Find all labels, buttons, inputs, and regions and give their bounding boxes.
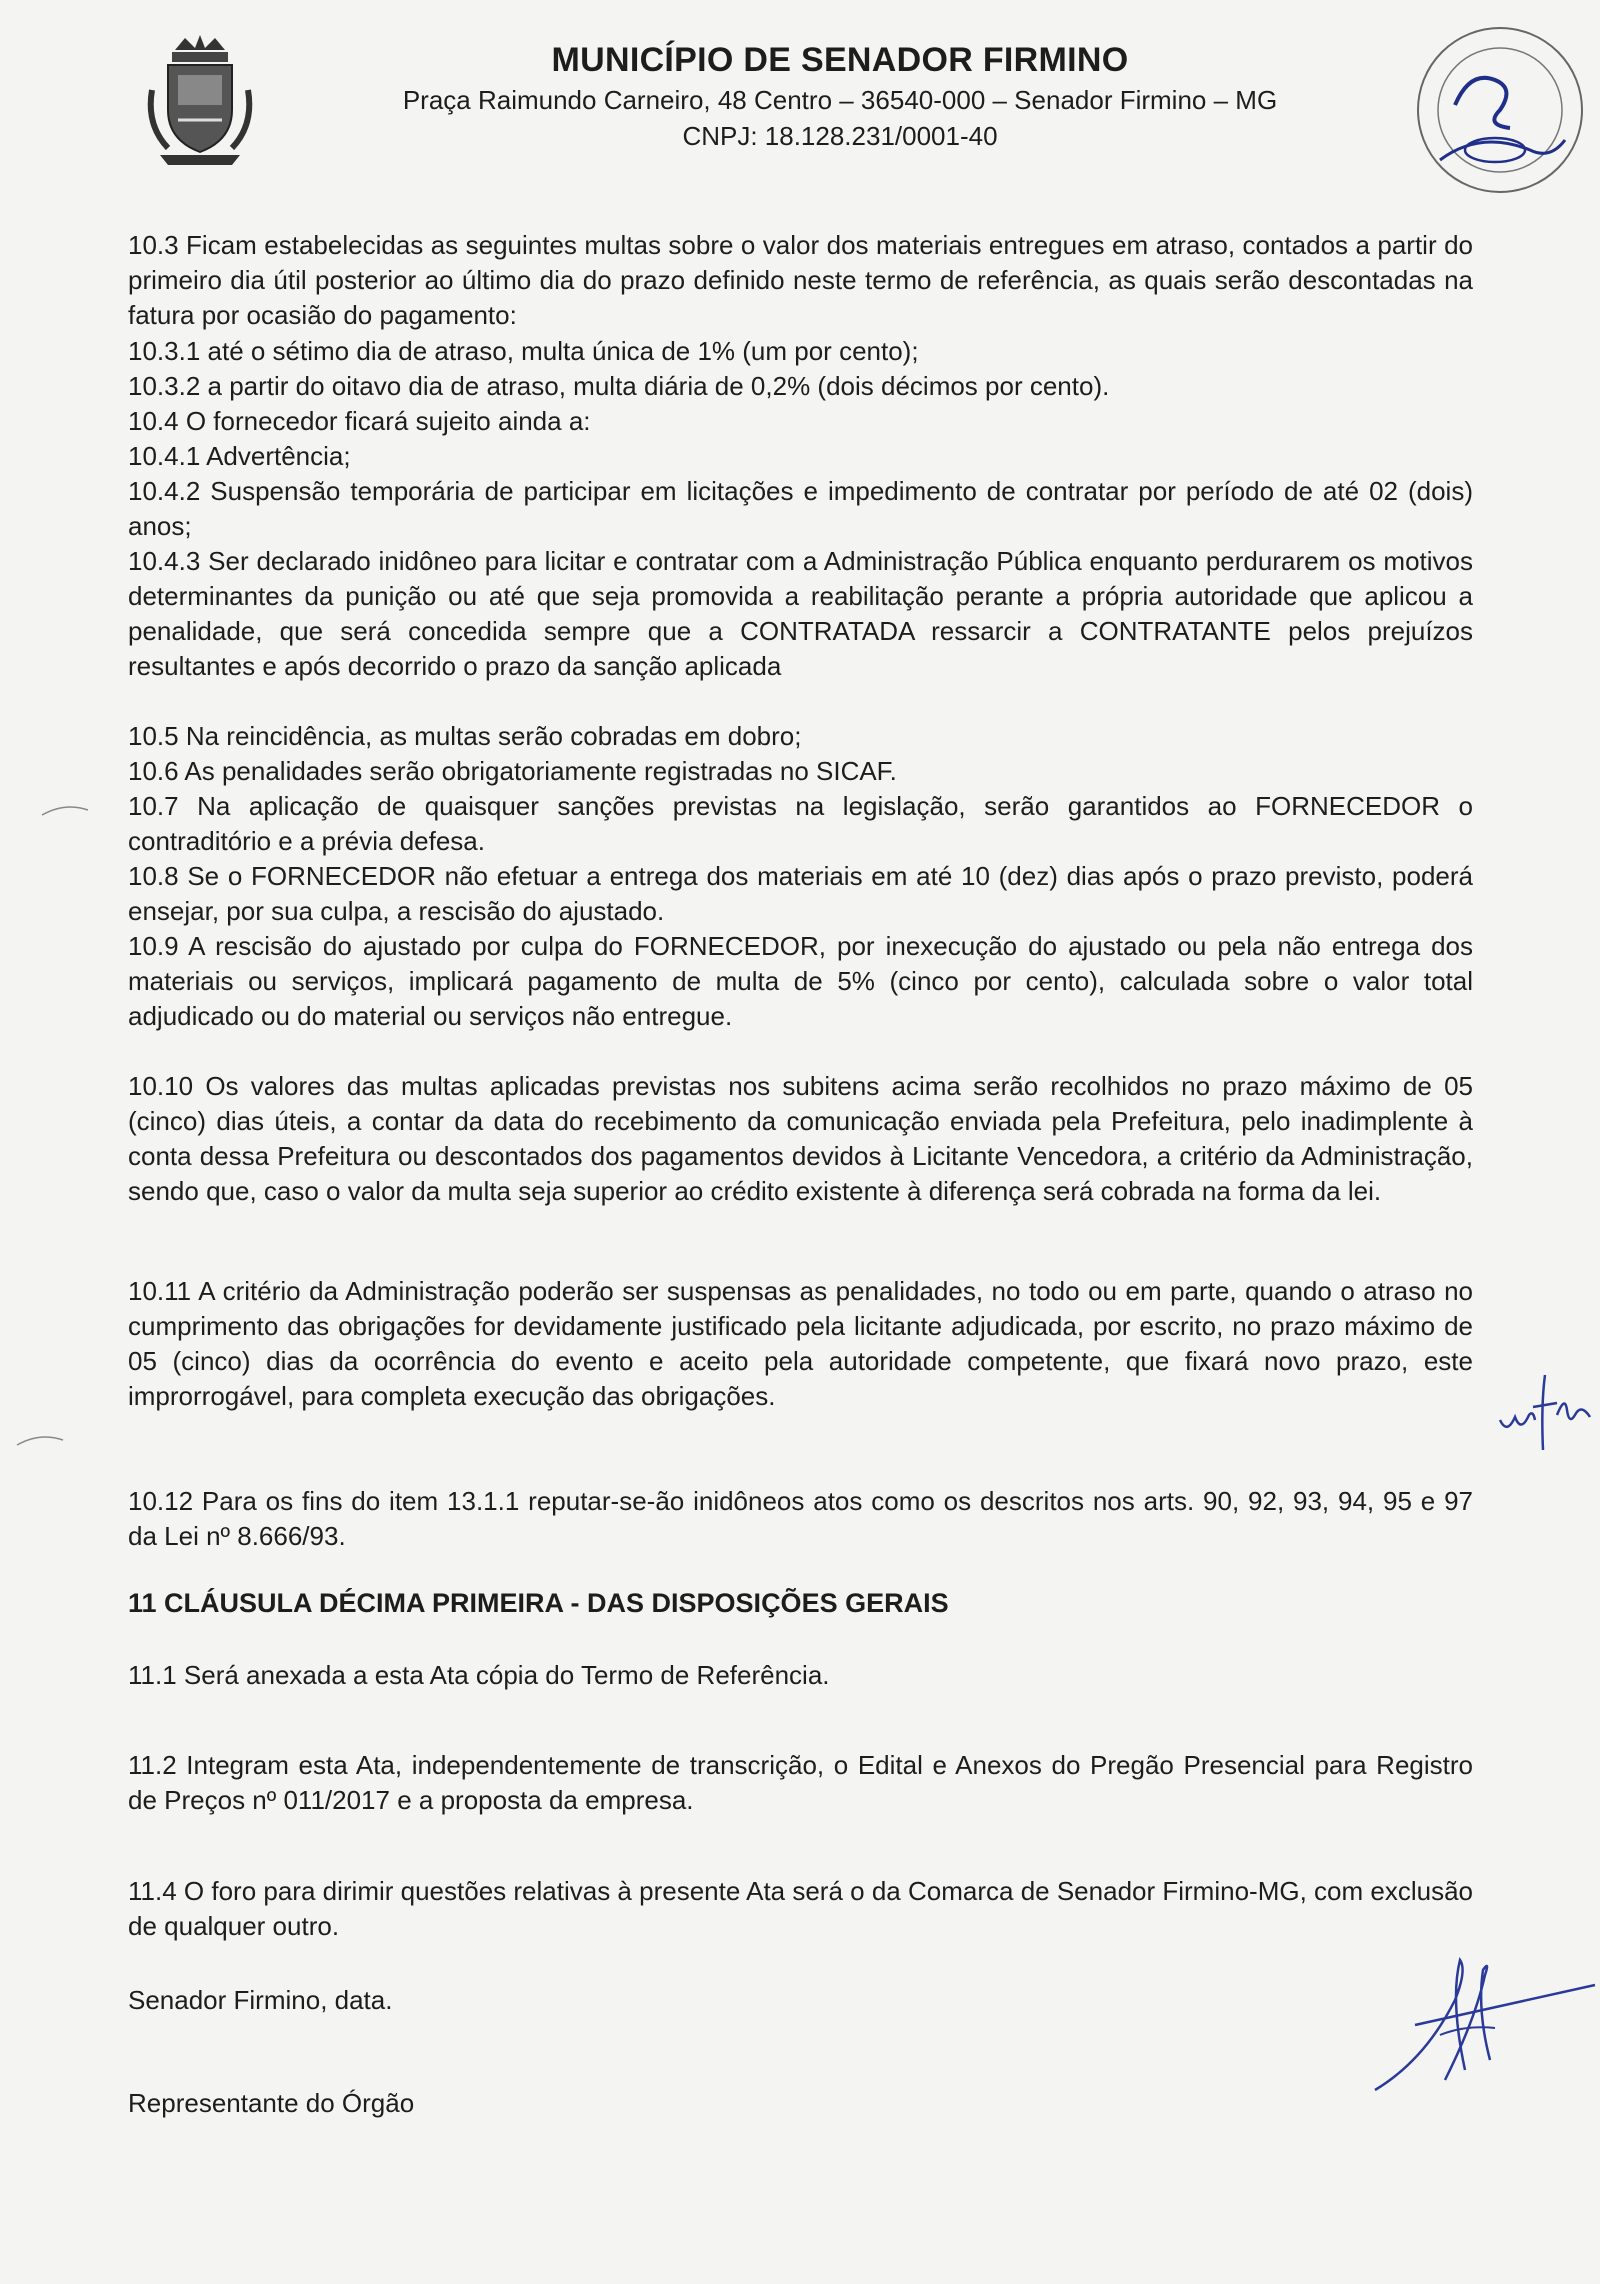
- commission-stamp: [1400, 10, 1600, 210]
- municipality-cnpj: CNPJ: 18.128.231/0001-40: [682, 121, 998, 151]
- clause-10-3: 10.3 Ficam estabelecidas as seguintes multas sobre o valor dos materiais entregues em atraso, contados a partir do primeiro dia útil posterior ao último dia do prazo definido neste termo de referência, as quais serão descontadas na fatura por ocasião do pagamento:: [128, 230, 1473, 330]
- clause-11-1: 11.1 Será anexada a esta Ata cópia do Termo de Referência.: [128, 1660, 830, 1690]
- section-11-heading: 11 CLÁUSULA DÉCIMA PRIMEIRA - DAS DISPOSIÇÕES GERAIS: [128, 1588, 949, 1618]
- clause-10-9: 10.9 A rescisão do ajustado por culpa do FORNECEDOR, por inexecução do ajustado ou pela não entrega dos materiais ou serviços, implicará pagamento de multa de 5% (cinco por cento), calculada sobre o valor total adjudicado ou do material ou serviços não entregue.: [128, 931, 1473, 1031]
- place-and-date: Senador Firmino, data.: [128, 1985, 393, 2015]
- clause-10-6: 10.6 As penalidades serão obrigatoriamente registradas no SICAF.: [128, 756, 897, 786]
- handwritten-initials-signature: [1495, 1365, 1595, 1455]
- clause-10-3-2: 10.3.2 a partir do oitavo dia de atraso, multa diária de 0,2% (dois décimos por cento).: [128, 371, 1110, 401]
- clause-10-12: 10.12 Para os fins do item 13.1.1 reputar-se-ão inidôneos atos como os descritos nos arts. 90, 92, 93, 94, 95 e 97 da Lei nº 8.666/93.: [128, 1486, 1473, 1551]
- clause-10-8: 10.8 Se o FORNECEDOR não efetuar a entrega dos materiais em até 10 (dez) dias após o prazo previsto, poderá ensejar, por sua culpa, a rescisão do ajustado.: [128, 861, 1473, 926]
- clause-11-4: 11.4 O foro para dirimir questões relativas à presente Ata será o da Comarca de Senador Firmino-MG, com exclusão de qualquer outro.: [128, 1876, 1473, 1941]
- clause-10-5: 10.5 Na reincidência, as multas serão cobradas em dobro;: [128, 721, 802, 751]
- clause-10-3-1: 10.3.1 até o sétimo dia de atraso, multa única de 1% (um por cento);: [128, 336, 919, 366]
- representative-signature: [1355, 1940, 1600, 2100]
- clause-10-4-1: 10.4.1 Advertência;: [128, 441, 351, 471]
- clause-10-7: 10.7 Na aplicação de quaisquer sanções previstas na legislação, serão garantidos ao FORNECEDOR o contraditório e a prévia defesa.: [128, 791, 1473, 856]
- margin-mark: [15, 1430, 65, 1450]
- representative-label: Representante do Órgão: [128, 2088, 415, 2118]
- clause-10-10: 10.10 Os valores das multas aplicadas previstas nos subitens acima serão recolhidos no prazo máximo de 05 (cinco) dias úteis, a contar da data do recebimento da comunicação enviada pela Prefeitura, pelo inadimplente à conta dessa Prefeitura ou descontados dos pagamentos devidos à Licitante Vencedora, a critério da Administração, sendo que, caso o valor da multa seja superior ao crédito existente à diferença será cobrada na forma da lei.: [128, 1071, 1473, 1206]
- clause-10-4-2: 10.4.2 Suspensão temporária de participar em licitações e impedimento de contratar por período de até 02 (dois) anos;: [128, 476, 1473, 541]
- clause-10-4: 10.4 O fornecedor ficará sujeito ainda a:: [128, 406, 591, 436]
- municipal-crest-icon: [140, 30, 260, 170]
- municipality-name: MUNICÍPIO DE SENADOR FIRMINO: [551, 41, 1129, 79]
- margin-mark: [40, 800, 90, 820]
- clause-10-4-3: 10.4.3 Ser declarado inidôneo para licitar e contratar com a Administração Pública enquanto perdurarem os motivos determinantes da punição ou até que seja promovida a reabilitação perante a própria autoridade que aplicou a penalidade, que será concedida sempre que a CONTRATADA ressarcir a CONTRATANTE pelos prejuízos resultantes e após decorrido o prazo da sanção aplicada: [128, 546, 1473, 681]
- municipality-address: Praça Raimundo Carneiro, 48 Centro – 36540-000 – Senador Firmino – MG: [402, 85, 1278, 115]
- clause-11-2: 11.2 Integram esta Ata, independentemente de transcrição, o Edital e Anexos do Pregão Presencial para Registro de Preços nº 011/2017 e a proposta da empresa.: [128, 1750, 1473, 1815]
- document-header: [300, 38, 1380, 154]
- clause-10-11: 10.11 A critério da Administração poderão ser suspensas as penalidades, no todo ou em parte, quando o atraso no cumprimento das obrigações for devidamente justificado pela licitante adjudicada, por escrito, no prazo máximo de 05 (cinco) dias da ocorrência do evento e aceito pela autoridade competente, que fixará novo prazo, este improrrogável, para completa execução das obrigações.: [128, 1276, 1473, 1411]
